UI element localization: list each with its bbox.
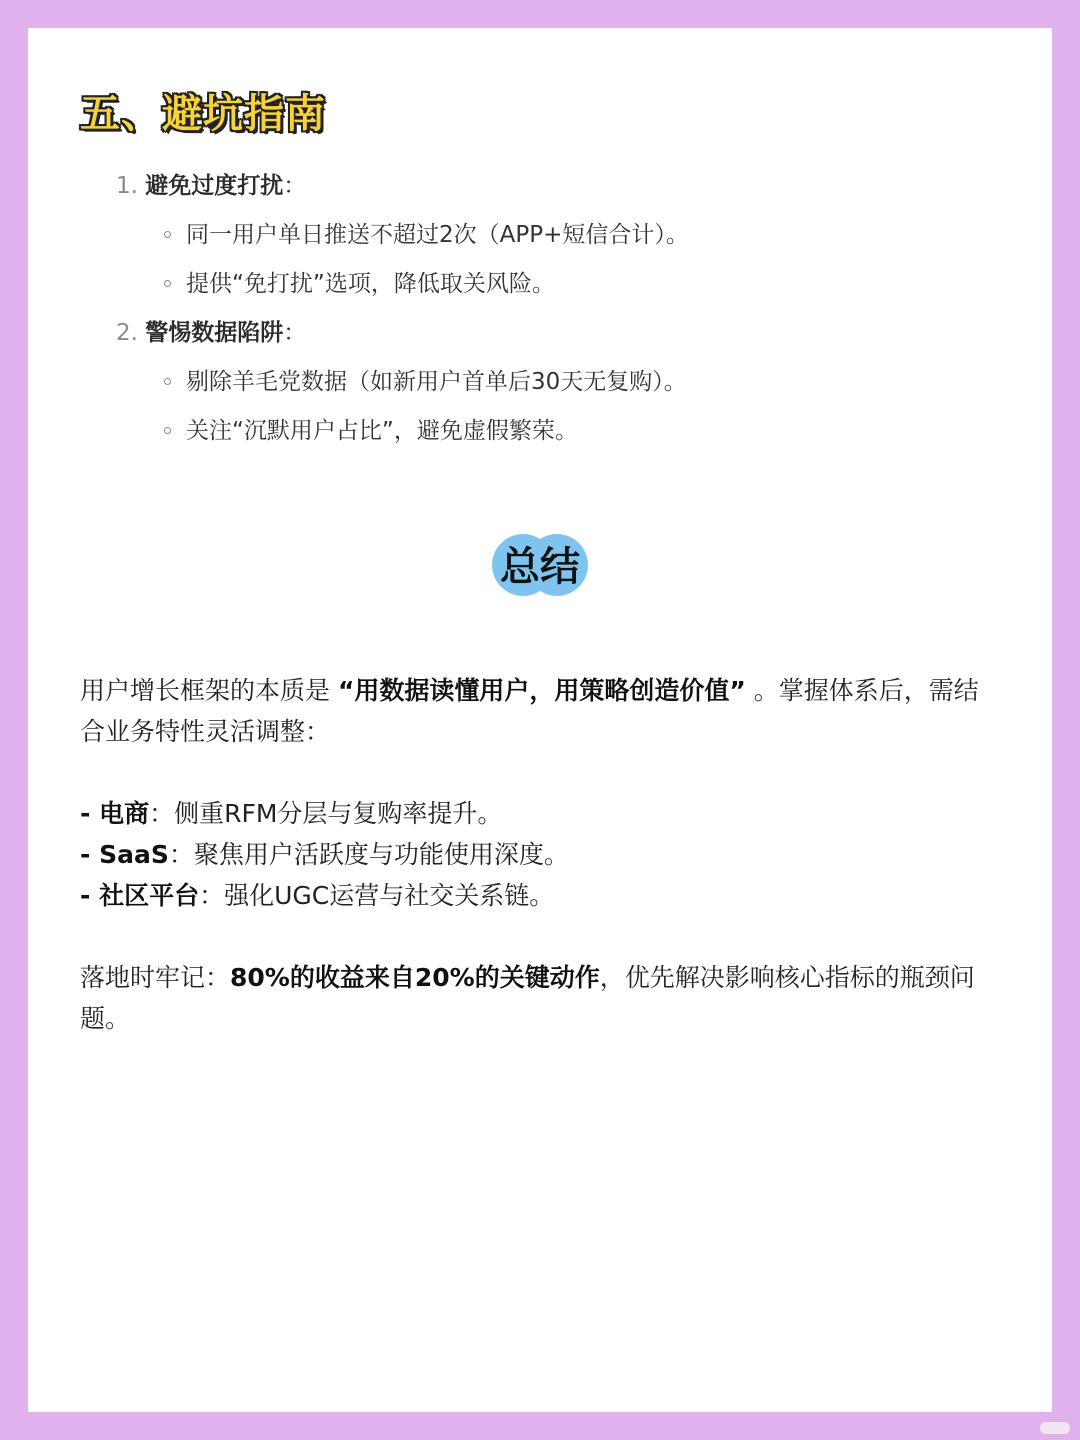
intro-bold: “用数据读懂用户，用策略创造价值” bbox=[337, 676, 746, 705]
summary-closing bbox=[80, 957, 990, 1039]
section-title: 五、避坑指南 bbox=[80, 91, 326, 137]
tip-number: 1. bbox=[116, 173, 138, 199]
item-label: 电商 bbox=[99, 799, 150, 828]
summary-item bbox=[80, 793, 990, 834]
hollow-bullet-icon bbox=[164, 378, 171, 385]
summary-item bbox=[80, 834, 990, 875]
hollow-bullet-icon bbox=[164, 427, 171, 434]
summary-intro bbox=[80, 670, 990, 752]
tip-point bbox=[116, 364, 1016, 413]
summary-badge-text: 总结 bbox=[500, 544, 580, 590]
closing-suffix: ，优先解决影响核心指标的瓶颈问题。 bbox=[80, 963, 975, 1033]
tip-point-text: 剔除羊毛党数据（如新用户首单后30天无复购）。 bbox=[186, 369, 687, 395]
tip-point bbox=[116, 266, 1016, 315]
tip-heading-suffix: ： bbox=[283, 320, 307, 346]
tip-point bbox=[116, 413, 1016, 462]
tip-heading-text: 避免过度打扰 bbox=[145, 173, 284, 199]
item-text: ：强化UGC运营与社交关系链。 bbox=[199, 881, 555, 910]
spacer bbox=[80, 752, 990, 793]
item-dash: - bbox=[80, 881, 100, 910]
hollow-bullet-icon bbox=[164, 231, 171, 238]
closing-bold: 80%的收益来自20%的关键动作 bbox=[230, 963, 600, 992]
content-card bbox=[28, 28, 1052, 1412]
item-label: 社区平台 bbox=[99, 881, 200, 910]
intro-prefix: 用户增长框架的本质是 bbox=[80, 676, 338, 705]
tip-point-text: 提供“免打扰”选项，降低取关风险。 bbox=[186, 271, 555, 297]
item-dash: - bbox=[80, 799, 100, 828]
summary-body bbox=[80, 670, 990, 1039]
spacer bbox=[80, 916, 990, 957]
tip-heading-text: 警惕数据陷阱 bbox=[145, 320, 284, 346]
tip-point-text: 关注“沉默用户占比”，避免虚假繁荣。 bbox=[186, 418, 578, 444]
summary-badge-wrap bbox=[28, 532, 1052, 602]
item-label: SaaS bbox=[99, 840, 169, 869]
summary-item bbox=[80, 875, 990, 916]
tip-point-text: 同一用户单日推送不超过2次（APP+短信合计）。 bbox=[186, 222, 689, 248]
tips-list bbox=[116, 168, 1016, 462]
item-text: ：侧重RFM分层与复购率提升。 bbox=[149, 799, 503, 828]
tip-heading-1 bbox=[116, 168, 1016, 217]
tip-heading-2 bbox=[116, 315, 1016, 364]
hollow-bullet-icon bbox=[164, 280, 171, 287]
intro-suffix: 。掌握体系后，需结合业务特性灵活调整： bbox=[80, 676, 979, 746]
tip-heading-suffix: ： bbox=[283, 173, 307, 199]
watermark-mark bbox=[1040, 1422, 1070, 1434]
summary-badge bbox=[492, 532, 588, 602]
tip-number: 2. bbox=[116, 320, 138, 346]
closing-prefix: 落地时牢记： bbox=[80, 963, 231, 992]
tip-point bbox=[116, 217, 1016, 266]
item-dash: - bbox=[80, 840, 100, 869]
item-text: ：聚焦用户活跃度与功能使用深度。 bbox=[168, 840, 569, 869]
